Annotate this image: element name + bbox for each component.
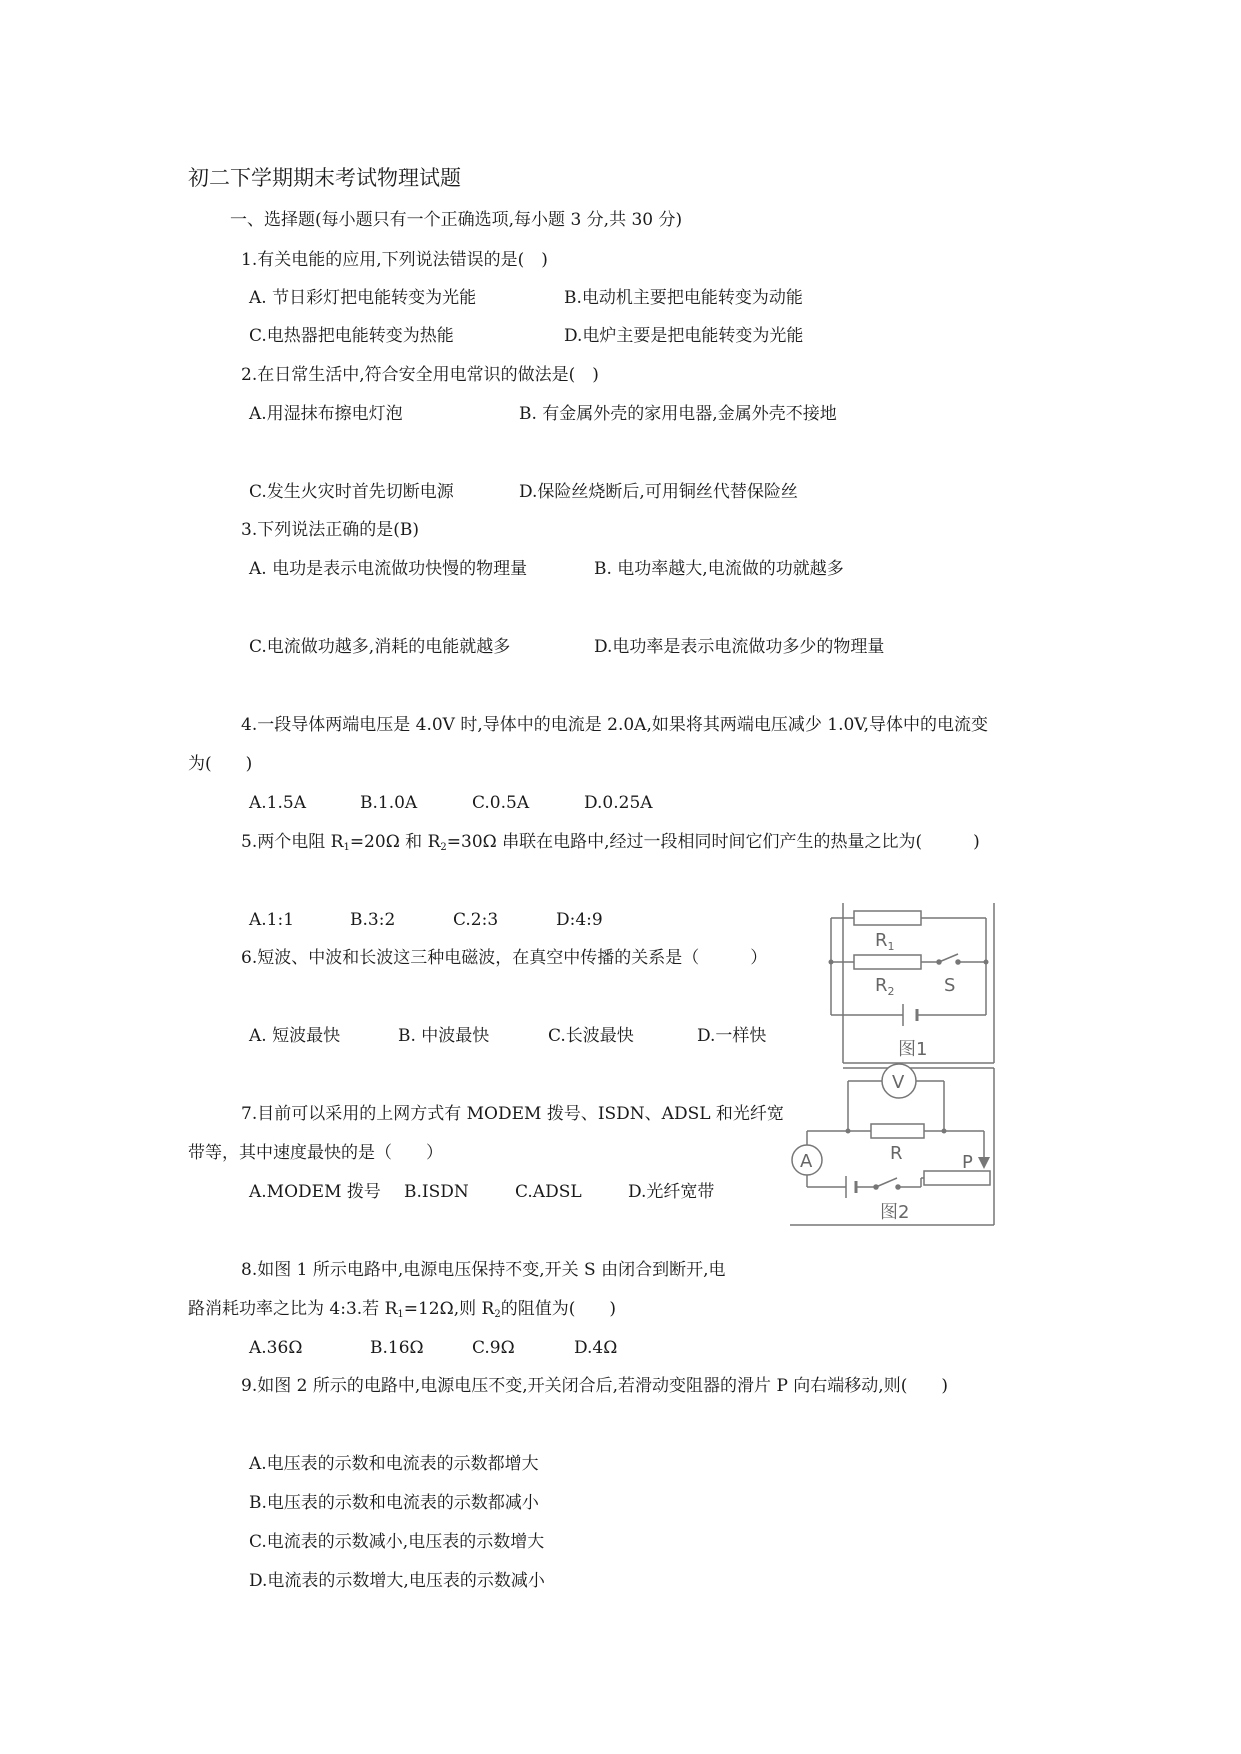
ammeter-label: A [800,1151,813,1172]
question-1-option-d: D.电炉主要是把电能转变为光能 [564,326,804,346]
question-2-option-b: B. 有金属外壳的家用电器,金属外壳不接地 [519,404,837,424]
rheostat [924,1171,990,1185]
question-7-stem-line1: 7.目前可以采用的上网方式有 MODEM 拨号、ISDN、ADSL 和光纤宽 [241,1104,784,1124]
figure-1-r1-label: $R_1$ [875,930,895,953]
figure-2-slider-label: P [962,1152,973,1173]
question-9-stem: 9.如图 2 所示的电路中,电源电压不变,开关闭合后,若滑动变阻器的滑片 P 向右端移动,则( ) [241,1376,948,1396]
question-7-option-b: B.ISDN [404,1182,469,1202]
question-8-sub1: 1 [397,1309,404,1320]
figure-1-caption: 图1 [898,1039,928,1060]
question-2-option-d: D.保险丝烧断后,可用铜丝代替保险丝 [519,482,798,502]
question-9-option-d: D.电流表的示数增大,电压表的示数减小 [249,1571,545,1591]
resistor-r [871,1124,924,1138]
question-2-option-a: A.用湿抹布擦电灯泡 [249,404,403,424]
question-5-option-d: D:4:9 [556,910,603,930]
question-5-sub1: 1 [343,842,350,853]
question-8-option-d: D.4Ω [574,1338,618,1358]
question-4-option-a: A.1.5A [249,793,306,813]
question-5-stem-post: =30Ω 串联在电路中,经过一段相同时间它们产生的热量之比为( ) [446,832,980,852]
question-5-stem-pre: 5.两个电阻 R [241,832,344,852]
slider-arrow [978,1157,990,1169]
question-8-option-c: C.9Ω [472,1338,515,1358]
question-5-sub2: 2 [440,842,447,853]
voltmeter [882,1064,916,1098]
question-5-stem-mid: =20Ω 和 R [349,832,441,852]
question-8-stem-line2-pre: 路消耗功率之比为 4:3.若 R [188,1299,398,1319]
battery-2 [846,1176,856,1198]
question-6-option-a: A. 短波最快 [249,1026,341,1046]
question-8-stem-line1: 8.如图 1 所示电路中,电源电压保持不变,开关 S 由闭合到断开,电 [241,1260,726,1280]
question-6-option-d: D.一样快 [697,1026,767,1046]
question-6-option-b: B. 中波最快 [398,1026,490,1046]
question-8-stem-line2-mid: =12Ω,则 R [403,1299,495,1319]
question-3-stem: 3.下列说法正确的是(B) [241,520,419,540]
question-6-stem: 6.短波、中波和长波这三种电磁波，在真空中传播的关系是（ ） [241,948,768,968]
question-5-option-b: B.3:2 [350,910,396,930]
question-5-option-a: A.1:1 [249,910,295,930]
page-title: 初二下学期期末考试物理试题 [188,166,461,190]
section-heading: 一、选择题(每小题只有一个正确选项,每小题 3 分,共 30 分) [230,210,683,230]
figure-2-caption: 图2 [880,1202,910,1223]
question-5-option-c: C.2:3 [453,910,499,930]
ammeter [792,1145,822,1175]
question-3-option-d: D.电功率是表示电流做功多少的物理量 [594,637,885,657]
question-8-stem-line2-post: 的阻值为( ) [500,1299,616,1319]
question-7-option-c: C.ADSL [515,1182,582,1202]
question-9-option-b: B.电压表的示数和电流表的示数都减小 [249,1493,539,1513]
figure-1-r2-label: $R_2$ [875,975,895,998]
question-4-option-c: C.0.5A [472,793,530,813]
question-8-sub2: 2 [494,1309,501,1320]
figure-1-switch-label: S [944,975,956,996]
question-7-option-a: A.MODEM 拨号 [249,1182,381,1202]
question-4-stem-line1: 4.一段导体两端电压是 4.0V 时,导体中的电流是 2.0A,如果将其两端电压减少 1.0V,导体中的电流变 [241,715,989,735]
question-3-option-b: B. 电功率越大,电流做的功就越多 [594,559,844,579]
question-1-stem: 1.有关电能的应用,下列说法错误的是( ) [241,250,548,270]
question-1-option-b: B.电动机主要把电能转变为动能 [564,288,803,308]
question-1-option-a: A. 节日彩灯把电能转变为光能 [249,288,477,308]
question-7-stem-line2: 带等，其中速度最快的是（ ） [188,1143,443,1163]
question-7-option-d: D.光纤宽带 [628,1182,715,1202]
switch-2 [874,1178,900,1189]
question-9-option-c: C.电流表的示数减小,电压表的示数增大 [249,1532,545,1552]
question-4-option-d: D.0.25A [584,793,653,813]
question-2-stem: 2.在日常生活中,符合安全用电常识的做法是( ) [241,365,599,385]
question-4-stem-line2: 为( ) [188,754,253,774]
question-4-option-b: B.1.0A [360,793,418,813]
question-8-option-b: B.16Ω [370,1338,424,1358]
question-9-option-a: A.电压表的示数和电流表的示数都增大 [249,1454,539,1474]
question-6-option-c: C.长波最快 [548,1026,634,1046]
figure-2-resistor-label: R [890,1143,903,1164]
question-1-option-c: C.电热器把电能转变为热能 [249,326,454,346]
question-8-option-a: A.36Ω [249,1338,303,1358]
voltmeter-label: V [892,1072,905,1093]
question-3-option-c: C.电流做功越多,消耗的电能就越多 [249,637,511,657]
question-2-option-c: C.发生火灾时首先切断电源 [249,482,454,502]
question-3-option-a: A. 电功是表示电流做功快慢的物理量 [249,559,528,579]
